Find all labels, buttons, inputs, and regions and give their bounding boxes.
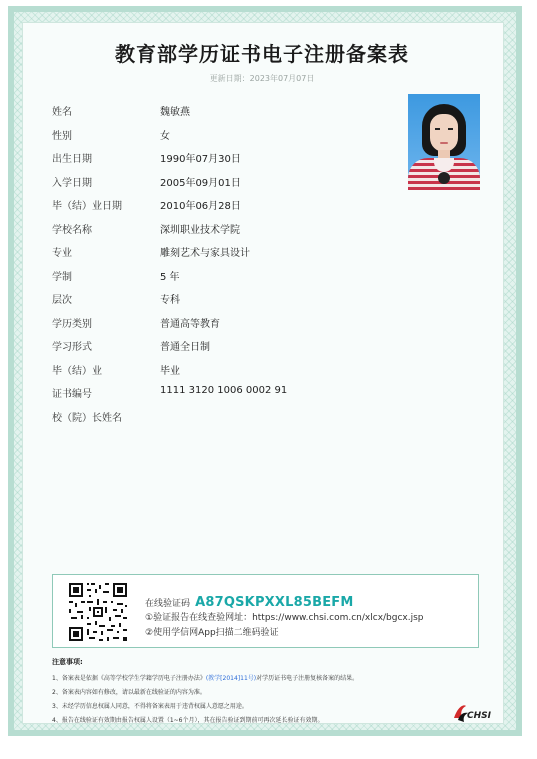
field-value: 普通高等教育	[160, 319, 220, 330]
field-row-study-mode	[52, 338, 392, 356]
verification-code: A87QSKPXXL85BEFM	[195, 595, 354, 610]
field-label: 出生日期	[52, 154, 92, 165]
chsi-logo-text: CHSI	[467, 711, 491, 721]
field-value: 毕业	[160, 366, 180, 377]
field-value: 深圳职业技术学院	[160, 225, 240, 236]
verification-code-row	[145, 591, 354, 610]
qr-code-icon[interactable]	[67, 581, 129, 643]
field-label: 校（院）长姓名	[52, 413, 122, 424]
field-label: 证书编号	[52, 389, 92, 400]
field-value: 普通全日制	[160, 342, 210, 353]
note-text: 对学历证书电子注册复核备案的结果。	[256, 675, 359, 682]
field-value: 魏敏燕	[160, 107, 190, 118]
field-row-enrollment-date	[52, 174, 392, 192]
field-label: 性别	[52, 131, 72, 142]
field-row-birth-date	[52, 150, 392, 168]
field-row-graduation-status	[52, 362, 392, 380]
field-row-gender	[52, 127, 392, 145]
field-row-major	[52, 244, 392, 262]
note-item	[52, 700, 452, 714]
field-row-duration	[52, 268, 392, 286]
verification-app-line: ②使用学信网App扫描二维码验证	[145, 628, 279, 638]
field-value: 1111 3120 1006 0002 91	[160, 385, 288, 396]
note-item	[52, 672, 452, 686]
field-label: 姓名	[52, 107, 72, 118]
field-row-graduation-date	[52, 197, 392, 215]
field-label: 毕（结）业	[52, 366, 102, 377]
note-text: 2、备案表内容如有修改，请以最新在线验证的内容为准。	[52, 689, 206, 696]
update-date: 更新日期：2023年07月07日	[209, 74, 315, 83]
field-label: 入学日期	[52, 178, 92, 189]
field-label: 学校名称	[52, 225, 92, 236]
field-label: 学习形式	[52, 342, 92, 353]
regulation-link[interactable]: (教学[2014]11号)	[205, 675, 257, 682]
field-row-education-type	[52, 315, 392, 333]
field-value: 2005年09月01日	[160, 178, 241, 189]
note-text: 1、备案表是依据《高等学校学生学籍学历电子注册办法》	[52, 675, 206, 682]
field-row-name	[52, 103, 392, 121]
note-text: 4、报告在线验证有效期由报告权属人设置（1~6个月），其在报告验证到期前可再次延长验证有效期。	[52, 717, 324, 724]
notes-title: 注意事项:	[52, 658, 83, 666]
note-item	[52, 714, 452, 728]
field-value: 5 年	[160, 272, 180, 283]
verification-box	[52, 574, 479, 648]
field-value: 1990年07月30日	[160, 154, 241, 165]
field-row-president-name	[52, 409, 392, 427]
field-label: 专业	[52, 248, 72, 259]
field-row-level	[52, 291, 392, 309]
field-value: 专科	[160, 295, 180, 306]
verification-code-label: 在线验证码	[145, 599, 191, 609]
page-title: 教育部学历证书电子注册备案表	[115, 42, 409, 66]
field-label: 毕（结）业日期	[52, 201, 122, 212]
field-value: 2010年06月28日	[160, 201, 241, 212]
field-label: 层次	[52, 295, 72, 306]
note-item	[52, 686, 452, 700]
field-label: 学历类别	[52, 319, 92, 330]
id-photo	[408, 94, 480, 190]
verification-url-line[interactable]: ①验证报告在线查验网址：https://www.chsi.com.cn/xlcx/bgcx.jsp	[145, 613, 424, 623]
field-value: 女	[160, 131, 170, 142]
field-label: 学制	[52, 272, 72, 283]
field-value: 雕刻艺术与家具设计	[160, 248, 250, 259]
field-row-school	[52, 221, 392, 239]
note-text: 3、未经学历信息权属人同意，不得将备案表用于违背权属人意愿之用途。	[52, 703, 248, 710]
field-row-certificate-number	[52, 385, 392, 403]
notes-section	[52, 657, 452, 728]
